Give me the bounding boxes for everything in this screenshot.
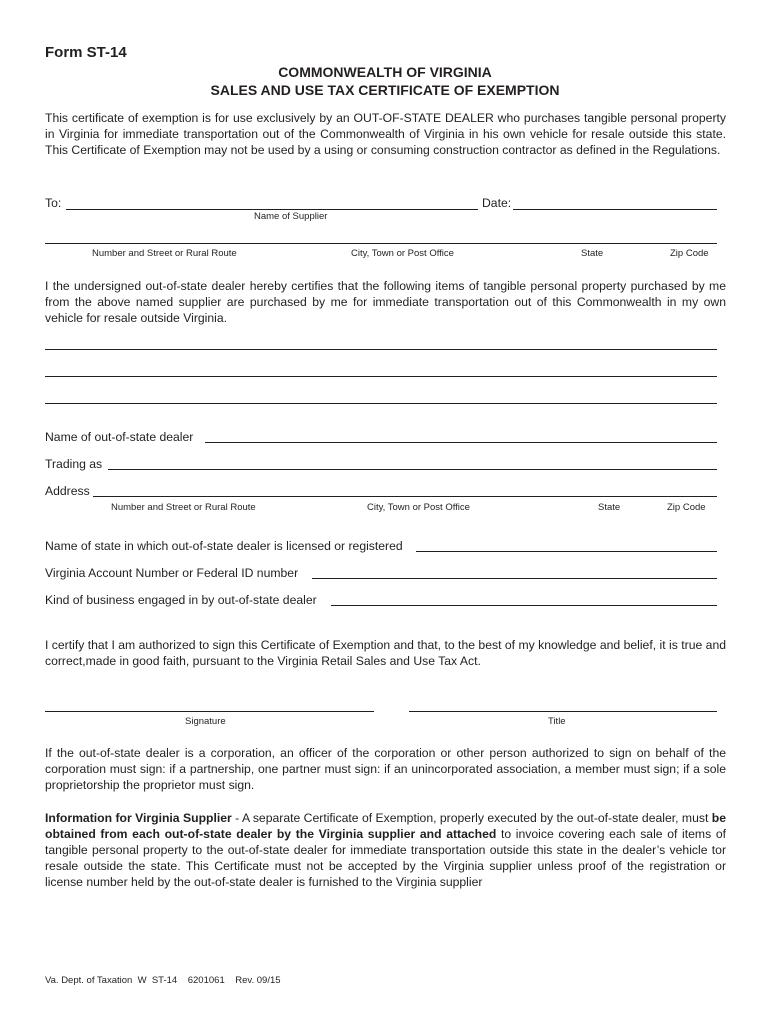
title-line-1: COMMONWEALTH OF VIRGINIA	[278, 64, 492, 80]
date-field[interactable]	[513, 209, 717, 210]
title-line-2: SALES AND USE TAX CERTIFICATE OF EXEMPTION	[210, 82, 560, 98]
title-field[interactable]	[409, 711, 717, 712]
signer-paragraph: If the out-of-state dealer is a corporation, an officer of the corporation or other person authorized to sign on behalf of the corporation must sign: if a partnership, one partner must sign: if an unincorporated association, a member must sign; if a sole proprietorship the proprietor must sign.	[45, 746, 726, 792]
business-kind-label: Kind of business engaged in by out-of-state dealer	[45, 593, 317, 607]
trading-as-label: Trading as	[45, 457, 103, 471]
dealer-name-label: Name of out-of-state dealer	[45, 430, 194, 444]
footer: Va. Dept. of Taxation W ST-14 6201061 Rev. 09/15	[45, 975, 281, 986]
dealer-state-caption: State	[598, 502, 621, 513]
items-line-1[interactable]	[45, 349, 717, 350]
to-label: To:	[45, 196, 62, 210]
signature-caption: Signature	[185, 716, 226, 727]
address-label: Address	[45, 484, 90, 498]
supplier-zip-caption: Zip Code	[670, 248, 709, 259]
dealer-address-field[interactable]	[93, 496, 717, 497]
supplier-state-caption: State	[581, 248, 604, 259]
form-number: Form ST-14	[45, 44, 127, 61]
dealer-name-field[interactable]	[205, 442, 717, 443]
dealer-city-caption: City, Town or Post Office	[367, 502, 470, 513]
supplier-name-field[interactable]	[66, 209, 478, 210]
supplier-info-text-c: to invoice covering each sale of items of tangible personal property to the out-of-state dealer for immediate transportation outside this state in the dealer’s vehicle tor resale outside the state. This Certificate must not be accepted by the Virginia supplier unless proof of the registration or license number held by the out-of-state dealer is furnished to the Virginia supplier	[45, 827, 726, 889]
licensed-state-label: Name of state in which out-of-state dealer is licensed or registered	[45, 539, 403, 553]
items-line-3[interactable]	[45, 403, 717, 404]
signature-field[interactable]	[45, 711, 374, 712]
date-label: Date:	[482, 196, 512, 210]
trading-as-field[interactable]	[108, 469, 717, 470]
account-number-field[interactable]	[312, 578, 717, 579]
authorization-paragraph: I certify that I am authorized to sign this Certificate of Exemption and that, to the best of my knowledge and belief, it is true and correct,made in good faith, pursuant to the Virginia Retail Sales and Use Tax Act.	[45, 638, 726, 668]
title-caption: Title	[548, 716, 566, 727]
supplier-city-caption: City, Town or Post Office	[351, 248, 454, 259]
account-number-label: Virginia Account Number or Federal ID number	[45, 566, 299, 580]
supplier-info-text-a: - A separate Certificate of Exemption, properly executed by the out-of-state dealer, must	[231, 811, 712, 825]
supplier-address-field[interactable]	[45, 243, 717, 244]
dealer-street-caption: Number and Street or Rural Route	[111, 502, 256, 513]
certification-paragraph: I the undersigned out-of-state dealer hereby certifies that the following items of tangible personal property purchased by me from the above named supplier are purchased by me for immediate transportation out of this Commonwealth in my own vehicle for resale outside Virginia.	[45, 279, 726, 325]
supplier-street-caption: Number and Street or Rural Route	[92, 248, 237, 259]
intro-paragraph: This certificate of exemption is for use exclusively by an OUT-OF-STATE DEALER who purchases tangible personal property in Virginia for immediate transportation out of the Commonwealth of Virginia in his own vehicle for resale outside this state. This Certificate of Exemption may not be used by a using or consuming construction contractor as defined in the Regulations.	[45, 111, 726, 157]
business-kind-field[interactable]	[331, 605, 717, 606]
supplier-name-caption: Name of Supplier	[254, 211, 328, 222]
supplier-info-paragraph	[45, 810, 726, 890]
supplier-info-bold: be obtained from each out-of-state dealer by the Virginia supplier and attached	[45, 811, 726, 841]
supplier-info-heading: Information for Virginia Supplier	[45, 811, 232, 825]
licensed-state-field[interactable]	[416, 551, 717, 552]
items-line-2[interactable]	[45, 376, 717, 377]
dealer-zip-caption: Zip Code	[667, 502, 706, 513]
